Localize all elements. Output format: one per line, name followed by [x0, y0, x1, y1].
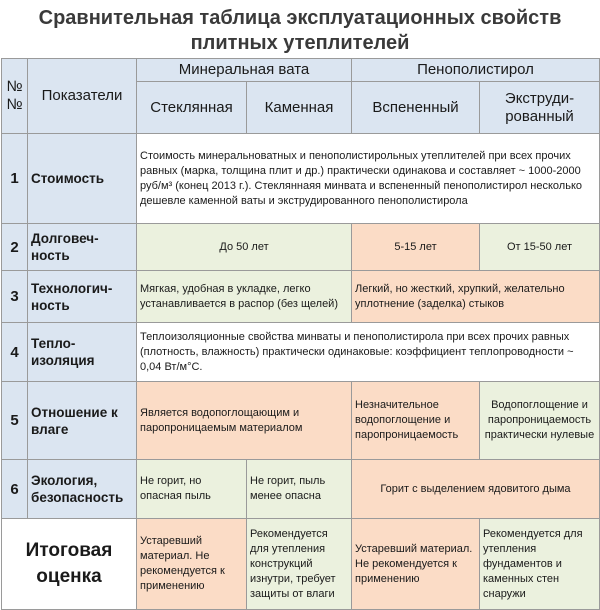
- table-row-moisture: [2, 382, 600, 460]
- cell-final-glass: Устаревший материал. Не рекомендуется к применению: [137, 519, 247, 610]
- title-line-1: Сравнительная таблица эксплуатационных свойств: [38, 7, 562, 29]
- row-label: Технологич-ность: [28, 271, 137, 323]
- row-label: Экология, безопасность: [28, 460, 137, 519]
- table-row-tech: [2, 271, 600, 323]
- cell-final-extruded: Рекомендуется для утепления фундаментов и каменных стен снаружи: [480, 519, 600, 610]
- table-row-cost: [2, 134, 600, 224]
- header-indicator: Показатели: [28, 59, 137, 134]
- header-row-groups: [2, 59, 600, 82]
- header-col-foamed: Вспененный: [352, 82, 480, 134]
- cell-durability-foamed: 5-15 лет: [352, 224, 480, 271]
- cell-moisture-extruded: Водопоглощение и паропроницаемость практически нулевые: [480, 382, 600, 460]
- cell-moisture-minwool: Является водопоглощающим и паропроницаемым материалом: [137, 382, 352, 460]
- row-label: Стоимость: [28, 134, 137, 224]
- comparison-table: [1, 58, 600, 610]
- row-num: 6: [2, 460, 28, 519]
- row-num: 5: [2, 382, 28, 460]
- cell-final-stone: Рекомендуется для утепления конструкций изнутри, требует защиты от влаги: [247, 519, 352, 610]
- row-num: 3: [2, 271, 28, 323]
- row-label: Тепло-изоляция: [28, 323, 137, 382]
- row-num: 1: [2, 134, 28, 224]
- cell-ecology-glass: Не горит, но опасная пыль: [137, 460, 247, 519]
- cell-cost-text: Стоимость минеральноватных и пенополистирольных утеплителей при всех прочих равных (марка, толщина плит и др.) практически одинакова и составляет ~ 1000-2000 руб/м³ (конец 2013 г.). Стекляннаяя минвата и вспененный пенополистирол несколько дешевле каменной ваты и экструдированного пенополистирола: [137, 134, 600, 224]
- cell-thermal-text: Теплоизоляционные свойства минваты и пенополистирола при всех прочих равных (плотность, влажность) практически одинаковые: коэффициент теплопроводности ~ 0,04 Вт/м°С.: [137, 323, 600, 382]
- cell-moisture-foamed: Незначительное водопоглощение и паропроницаемость: [352, 382, 480, 460]
- cell-durability-extruded: От 15-50 лет: [480, 224, 600, 271]
- header-col-extruded: Экструди-рованный: [480, 82, 600, 134]
- table-row-ecology: [2, 460, 600, 519]
- row-label: Долговеч-ность: [28, 224, 137, 271]
- header-col-stone: Каменная: [247, 82, 352, 134]
- row-label: Отношение к влаге: [28, 382, 137, 460]
- title-line-2: плитных утеплителей: [190, 32, 410, 54]
- cell-tech-minwool: Мягкая, удобная в укладке, легко устанавливается в распор (без щелей): [137, 271, 352, 323]
- cell-ecology-eps: Горит с выделением ядовитого дыма: [352, 460, 600, 519]
- cell-tech-eps: Легкий, но жесткий, хрупкий, желательно уплотнение (заделка) стыков: [352, 271, 600, 323]
- cell-ecology-stone: Не горит, пыль менее опасна: [247, 460, 352, 519]
- header-group-polystyrene: Пенополистирол: [352, 59, 600, 82]
- table-row-thermal: [2, 323, 600, 382]
- row-num: 4: [2, 323, 28, 382]
- cell-durability-minwool: До 50 лет: [137, 224, 352, 271]
- row-num: 2: [2, 224, 28, 271]
- page-title: [0, 0, 600, 58]
- table-row-durability: [2, 224, 600, 271]
- header-num: № №: [2, 59, 28, 134]
- header-group-mineral-wool: Минеральная вата: [137, 59, 352, 82]
- header-col-glass: Стеклянная: [137, 82, 247, 134]
- table-row-final: [2, 519, 600, 610]
- final-label: Итоговая оценка: [2, 519, 137, 610]
- cell-final-foamed: Устаревший материал. Не рекомендуется к применению: [352, 519, 480, 610]
